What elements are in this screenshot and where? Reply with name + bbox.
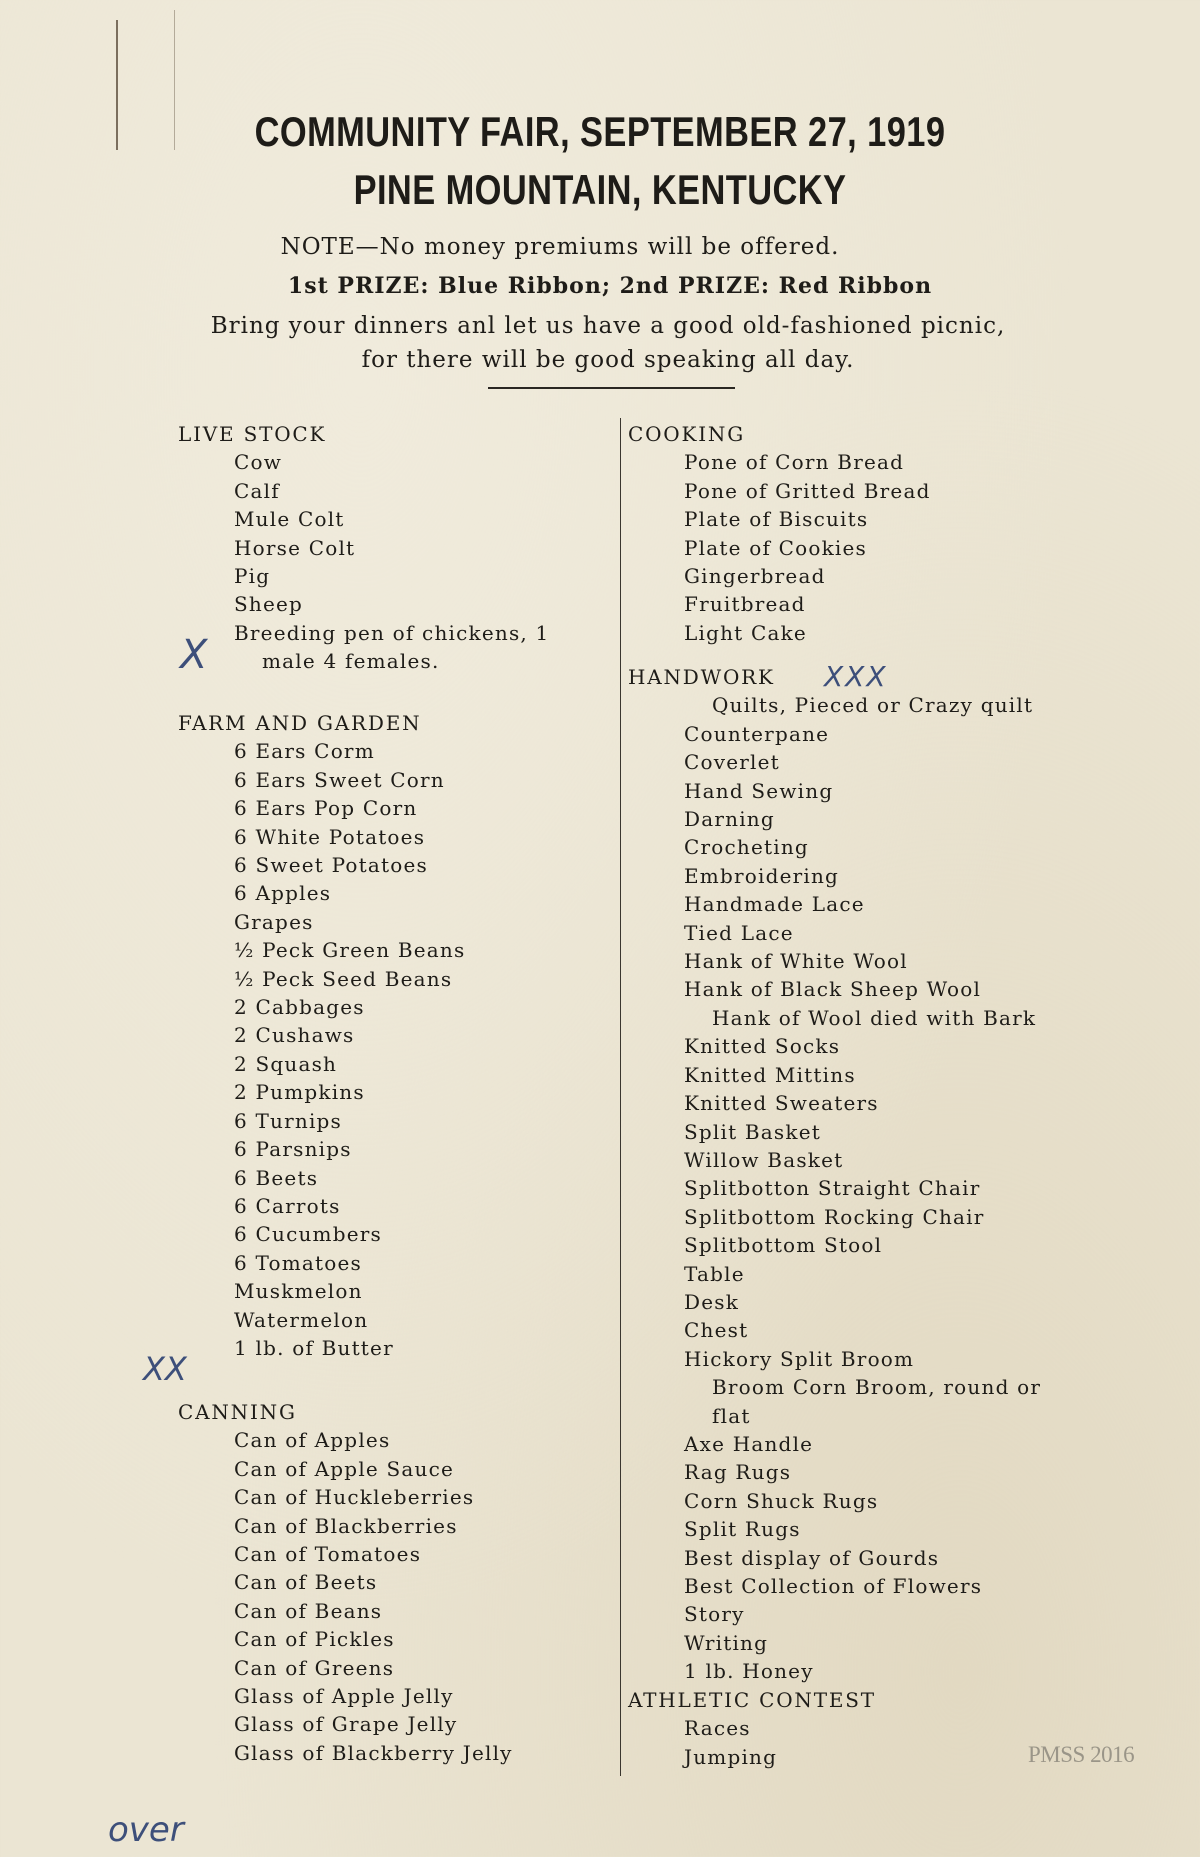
- list-item: Hickory Split Broom: [684, 1346, 915, 1371]
- list-item: Quilts, Pieced or Crazy quilt: [712, 693, 1034, 718]
- list-item: Knitted Mittins: [684, 1062, 856, 1087]
- list-item: Darning: [684, 807, 775, 832]
- title-line-2: PINE MOUNTAIN, KENTUCKY: [353, 166, 847, 213]
- picnic-line-1: Bring your dinners anl let us have a good old-fashioned picnic,: [210, 313, 1006, 339]
- list-item: Handmade Lace: [684, 892, 865, 917]
- list-item: Crocheting: [684, 835, 809, 860]
- list-item: Pone of Gritted Bread: [684, 478, 931, 503]
- list-item: Best display of Gourds: [684, 1545, 940, 1570]
- list-item: Can of Apple Sauce: [234, 1456, 455, 1481]
- list-item: Pig: [234, 564, 271, 589]
- list-item: 2 Cabbages: [234, 995, 365, 1020]
- list-item: Glass of Apple Jelly: [234, 1684, 454, 1709]
- list-item: 6 Ears Sweet Corn: [234, 767, 445, 792]
- list-item: 6 Parsnips: [234, 1137, 352, 1162]
- list-item: Cow: [234, 450, 283, 475]
- list-item: 6 Ears Corm: [234, 739, 375, 764]
- item-list: [628, 448, 1069, 647]
- item-list: [178, 448, 606, 675]
- list-item: 1 lb. Honey: [684, 1659, 814, 1684]
- handwritten-xx-mark: XX: [143, 1350, 187, 1388]
- list-item: Tied Lace: [684, 920, 794, 945]
- item-list: [178, 1426, 606, 1767]
- list-item: Willow Basket: [684, 1147, 844, 1172]
- list-item: 2 Cushaws: [234, 1023, 355, 1048]
- list-item: Grapes: [234, 909, 314, 934]
- list-item: Hank of White Wool: [684, 949, 908, 974]
- list-item: Hank of Wool died with Bark: [712, 1005, 1037, 1030]
- list-item: Coverlet: [684, 750, 780, 775]
- list-item: Calf: [234, 478, 280, 503]
- list-item: ½ Peck Seed Beans: [234, 966, 453, 991]
- list-item: 6 Tomatoes: [234, 1250, 362, 1275]
- list-item: Splitbotton Straight Chair: [684, 1176, 981, 1201]
- list-item: Knitted Sweaters: [684, 1091, 879, 1116]
- list-item: Can of Tomatoes: [234, 1542, 422, 1567]
- list-item: Best Collection of Flowers: [684, 1574, 983, 1598]
- title-line-1: COMMUNITY FAIR, SEPTEMBER 27, 1919: [254, 108, 946, 155]
- column-divider: [620, 418, 621, 1776]
- list-item: Desk: [684, 1289, 740, 1314]
- list-item: Races: [684, 1716, 751, 1741]
- section-heading: COOKING: [628, 422, 746, 446]
- list-item: Counterpane: [684, 721, 830, 746]
- list-item: 2 Squash: [234, 1051, 338, 1076]
- list-item: Pone of Corn Bread: [684, 450, 905, 475]
- list-item: Mule Colt: [234, 507, 345, 532]
- list-item: 6 Turnips: [234, 1108, 343, 1133]
- section-heading: FARM AND GARDEN: [178, 711, 422, 735]
- list-item: Splitbottom Stool: [684, 1233, 883, 1258]
- list-item: Can of Beans: [234, 1598, 383, 1623]
- section-athletic-contest: [628, 1686, 1069, 1771]
- list-item: Split Basket: [684, 1119, 821, 1144]
- list-item: Watermelon: [234, 1307, 369, 1332]
- picnic-line-2: for there will be good speaking all day.: [361, 347, 855, 373]
- list-item: Breeding pen of chickens, 1 male 4 females.: [234, 620, 550, 674]
- list-item: Story: [684, 1602, 745, 1627]
- list-item: 6 Beets: [234, 1165, 319, 1190]
- list-item: ½ Peck Green Beans: [234, 938, 466, 963]
- list-item: Table: [684, 1261, 745, 1286]
- header-divider: [488, 387, 735, 389]
- list-item: Can of Beets: [234, 1570, 378, 1595]
- item-list: [628, 1714, 1069, 1771]
- list-item: Split Rugs: [684, 1517, 801, 1542]
- list-item: Can of Blackberries: [234, 1513, 458, 1538]
- list-item: Chest: [684, 1318, 749, 1343]
- list-item: Knitted Socks: [684, 1034, 841, 1059]
- note-text: NOTE—No money premiums will be offered.: [280, 234, 840, 260]
- list-item: Can of Pickles: [234, 1627, 395, 1652]
- list-item: 6 Apples: [234, 881, 332, 906]
- list-item: Horse Colt: [234, 535, 356, 560]
- list-item: Axe Handle: [684, 1431, 814, 1456]
- list-item: Gingerbread: [684, 564, 826, 589]
- list-item: 6 Ears Pop Corn: [234, 796, 418, 821]
- list-item: Writing: [684, 1630, 769, 1655]
- list-item: Plate of Cookies: [684, 535, 868, 560]
- list-item: Light Cake: [684, 620, 807, 645]
- section-farm-and-garden: [178, 709, 606, 1362]
- watermark: PMSS 2016: [1028, 1742, 1135, 1767]
- handwritten-xxx-mark: XXX: [824, 660, 888, 693]
- item-list: [628, 691, 1069, 1685]
- section-handwork: [628, 663, 1069, 1686]
- section-heading: HANDWORK: [628, 665, 775, 689]
- list-item: Splitbottom Rocking Chair: [684, 1204, 985, 1229]
- list-item: 6 White Potatoes: [234, 824, 426, 849]
- handwritten-over-note: over: [108, 1810, 184, 1850]
- list-item: Sheep: [234, 592, 304, 617]
- list-item: Hank of Black Sheep Wool: [684, 977, 982, 1002]
- list-item: Plate of Biscuits: [684, 507, 869, 532]
- prizes-text: 1st PRIZE: Blue Ribbon; 2nd PRIZE: Red Ribbon: [287, 273, 933, 299]
- handwritten-x-mark: X: [180, 632, 208, 678]
- list-item: 6 Sweet Potatoes: [234, 853, 428, 878]
- list-item: Glass of Grape Jelly: [234, 1712, 458, 1737]
- section-cooking: [628, 420, 1069, 647]
- section-heading: CANNING: [178, 1400, 297, 1424]
- list-item: Can of Apples: [234, 1428, 391, 1453]
- list-item: Can of Greens: [234, 1655, 395, 1680]
- section-heading: LIVE STOCK: [178, 422, 327, 446]
- list-item: 2 Pumpkins: [234, 1080, 365, 1105]
- list-item: 6 Cucumbers: [234, 1222, 382, 1247]
- list-item: Jumping: [684, 1744, 778, 1769]
- list-item: 6 Carrots: [234, 1193, 341, 1218]
- item-list: [178, 737, 606, 1362]
- section-live-stock: [178, 420, 606, 676]
- list-item: Muskmelon: [234, 1279, 363, 1304]
- section-heading: ATHLETIC CONTEST: [628, 1688, 876, 1712]
- list-item: Glass of Blackberry Jelly: [234, 1740, 513, 1765]
- section-canning: [178, 1398, 606, 1767]
- list-item: Broom Corn Broom, round or flat: [712, 1375, 1042, 1428]
- list-item: Fruitbread: [684, 592, 806, 617]
- list-item: Hand Sewing: [684, 778, 834, 803]
- list-item: Embroidering: [684, 863, 840, 888]
- list-item: Can of Huckleberries: [234, 1485, 475, 1510]
- list-item: Rag Rugs: [684, 1460, 792, 1485]
- list-item: Corn Shuck Rugs: [684, 1488, 879, 1513]
- list-item: 1 lb. of Butter: [234, 1335, 394, 1360]
